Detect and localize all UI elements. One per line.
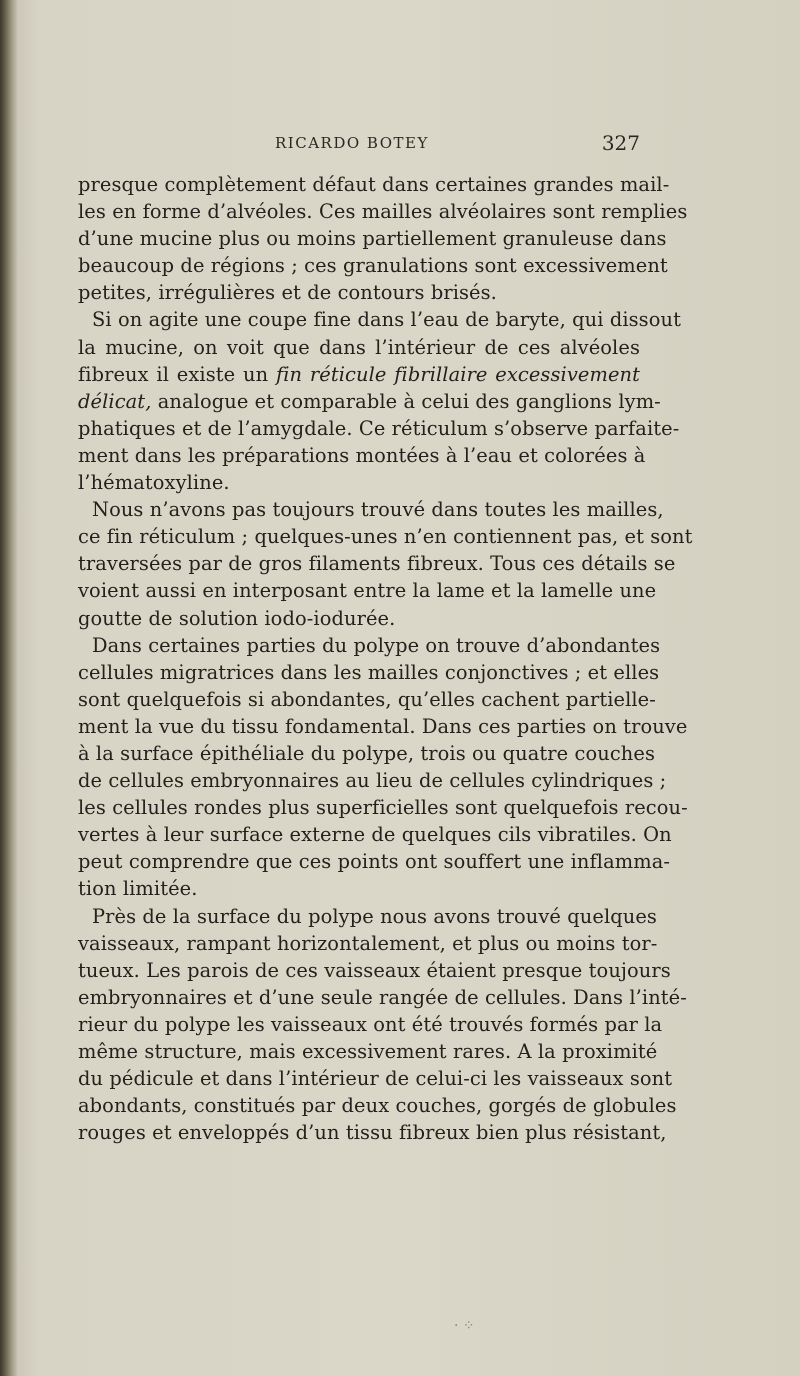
paper-specks: · ⁘ [454,1318,475,1334]
text-line: beaucoup de régions ; ces granulations sont excessivement [78,254,668,278]
text-line: sont quelquefois si abondantes, qu’elles cachent partielle- [78,687,656,711]
text-line: tueux. Les parois de ces vaisseaux étaient presque toujours [78,958,671,982]
line-segment: fibreux il existe un [78,362,269,386]
text-line: tion limitée. [78,877,198,901]
text-line: ce fin réticulum ; quelques-unes n’en contiennent pas, et sont [78,525,693,549]
italic-phrase: délicat, [78,389,152,413]
binding-edge [0,0,18,1376]
text-line: voient aussi en interposant entre la lame et la lamelle une [78,579,657,603]
text-line: Dans certaines parties du polype on trouve d’abondantes [92,633,661,657]
running-head [80,131,640,160]
running-title: RICARDO BOTEY [275,134,429,152]
text-line: du pédicule et dans l’intérieur de celui-ci les vaisseaux sont [78,1067,673,1091]
text-line: peut comprendre que ces points ont souffert une inflamma- [78,850,671,874]
text-line: Si on agite une coupe fine dans l’eau de baryte, qui dissout [92,308,681,332]
text-line: presque complètement défaut dans certaines grandes mail- [78,173,670,196]
text-line [78,388,661,415]
text-line: les cellules rondes plus superficielles sont quelquefois recou- [78,796,688,820]
text-line: petites, irrégulières et de contours brisés. [78,281,497,305]
text-line: cellules migratrices dans les mailles conjonctives ; et elles [78,660,660,684]
text-line: ment la vue du tissu fondamental. Dans ces parties on trouve [78,714,688,738]
line-segment: analogue et comparable à celui des ganglions lym- [157,389,661,413]
text-line: rouges et enveloppés d’un tissu fibreux bien plus résistant, [78,1121,667,1145]
text-line: la mucine, on voit que dans l’intérieur de ces alvéoles [78,335,640,359]
text-line: Près de la surface du polype nous avons trouvé quelques [92,904,657,928]
text-line: d’une mucine plus ou moins partiellement granuleuse dans [78,227,667,251]
text-line: phatiques et de l’amygdale. Ce réticulum s’observe parfaite- [78,416,680,440]
text-line [78,361,640,388]
text-line: Nous n’avons pas toujours trouvé dans toutes les mailles, [92,498,664,522]
text-line: goutte de solution iodo-iodurée. [78,606,396,630]
text-line: les en forme d’alvéoles. Ces mailles alvéolaires sont remplies [78,200,688,224]
text-line: ment dans les préparations montées à l’eau et colorées à [78,443,646,467]
text-line: rieur du polype les vaisseaux ont été trouvés formés par la [78,1012,663,1036]
text-line: abondants, constitués par deux couches, gorgés de globules [78,1094,677,1118]
text-line: l’hématoxyline. [78,471,230,495]
text-line: de cellules embryonnaires au lieu de cellules cylindriques ; [78,769,667,793]
italic-phrase: fin réticule fibrillaire excessivement [275,362,641,386]
text-line: embryonnaires et d’une seule rangée de cellules. Dans l’inté- [78,985,687,1009]
text-line: vertes à leur surface externe de quelques cils vibratiles. On [78,823,672,847]
text-line: à la surface épithéliale du polype, trois ou quatre couches [78,741,656,765]
text-line: traversées par de gros filaments fibreux. Tous ces détails se [78,552,676,576]
body-text [78,171,693,1146]
text-line: vaisseaux, rampant horizontalement, et plus ou moins tor- [78,931,658,955]
page-number: 327 [601,131,640,155]
text-line: même structure, mais excessivement rares. A la proximité [78,1040,658,1063]
